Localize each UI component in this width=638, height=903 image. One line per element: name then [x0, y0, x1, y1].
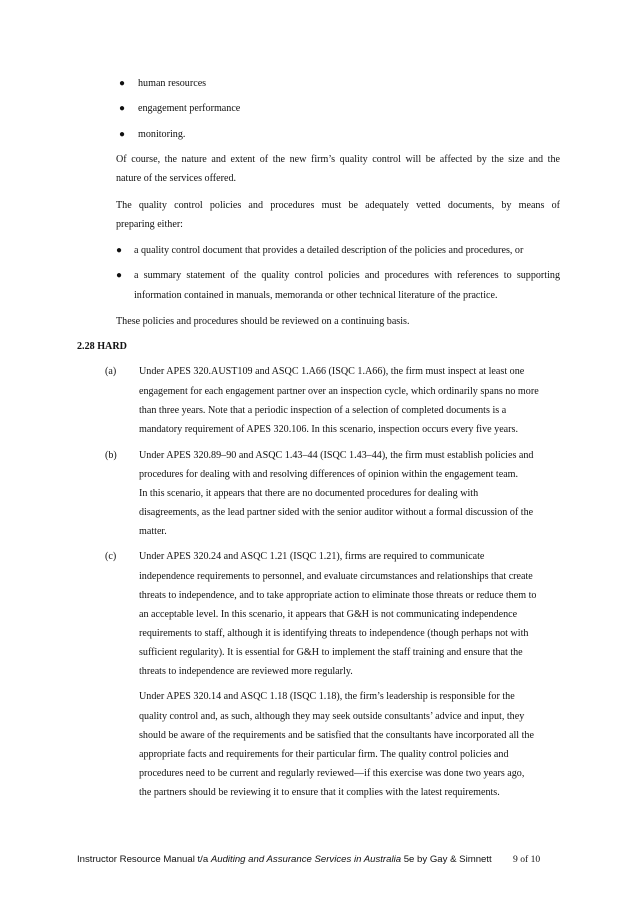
item-line: Under APES 320.89–90 and ASQC 1.43–44 (ISQC 1.43–44), the firm must establish policies and — [139, 450, 534, 461]
bullet-icon: ● — [119, 129, 126, 140]
section-heading: 2.28 HARD — [77, 341, 127, 352]
paragraph-line: preparing either: — [116, 219, 183, 230]
item-line: should be aware of the requirements and be satisfied that the consultants have incorporated all the — [139, 730, 534, 741]
paragraph-line: The quality control policies and procedures must be adequately vetted documents, by means of — [116, 200, 560, 211]
item-line: sufficient regularity). It is essential for G&H to implement the staff training and ensure that the — [139, 647, 523, 658]
page-footer — [77, 854, 492, 866]
list-item: engagement performance — [138, 103, 241, 114]
item-label: (c) — [105, 551, 117, 562]
footer-book-title: Auditing and Assurance Services in Australia — [210, 854, 402, 865]
paragraph-line: Of course, the nature and extent of the new firm’s quality control will be affected by the size and the — [116, 154, 560, 165]
item-line: procedures for dealing with and resolving differences of opinion within the engagement team. — [139, 469, 519, 480]
item-line: an acceptable level. In this scenario, it appears that G&H is not communicating independence — [139, 609, 518, 620]
item-label: (b) — [105, 450, 117, 461]
item-line: requirements to staff, although it is identifying threats to independence (though perhaps not with — [139, 628, 529, 639]
item-line: quality control and, as such, although they may seek outside consultants’ advice and input, they — [139, 711, 525, 722]
item-line: matter. — [139, 526, 167, 537]
item-line: Under APES 320.AUST109 and ASQC 1.A66 (ISQC 1.A66), the firm must inspect at least one — [139, 366, 525, 377]
item-line: mandatory requirement of APES 320.106. In this scenario, inspection occurs every five years. — [139, 424, 518, 435]
paragraph-line: nature of the services offered. — [116, 173, 237, 184]
list-item: human resources — [138, 78, 207, 89]
item-line: than three years. Note that a periodic inspection of a selection of completed documents is a — [139, 405, 507, 416]
item-line: Under APES 320.24 and ASQC 1.21 (ISQC 1.21), firms are required to communicate — [139, 551, 485, 562]
list-item: monitoring. — [138, 129, 186, 140]
bullet-icon: ● — [116, 245, 123, 256]
item-line: independence requirements to personnel, and evaluate circumstances and relationships that create — [139, 571, 533, 582]
item-line: procedures need to be current and regularly reviewed—if this exercise was done two years ago, — [139, 768, 525, 779]
bullet-icon: ● — [116, 270, 123, 281]
page-number — [513, 854, 540, 866]
bullet-icon: ● — [119, 78, 126, 89]
item-line: appropriate facts and requirements for their particular firm. The quality control policies and — [139, 749, 509, 760]
item-line: threats to independence are reviewed more regularly. — [139, 666, 353, 677]
item-line: disagreements, as the lead partner sided with the senior auditor without a formal discussion of the — [139, 507, 534, 518]
item-line: Under APES 320.14 and ASQC 1.18 (ISQC 1.18), the firm’s leadership is responsible for the — [139, 691, 515, 702]
item-line: engagement for each engagement partner over an inspection cycle, which ordinarily spans no more — [139, 386, 539, 397]
footer-prefix: Instructor Resource Manual t/a — [77, 854, 211, 865]
item-label: (a) — [105, 366, 117, 377]
list-item-continuation: information contained in manuals, memoranda or other technical literature of the practice. — [134, 290, 498, 301]
list-item: a summary statement of the quality control policies and procedures with references to supporting — [134, 270, 560, 281]
list-item: a quality control document that provides a detailed description of the policies and procedures, or — [134, 245, 524, 256]
bullet-icon: ● — [119, 103, 126, 114]
paragraph-line: These policies and procedures should be reviewed on a continuing basis. — [116, 316, 410, 327]
page-number-text: 9 of 10 — [513, 854, 541, 865]
item-line: In this scenario, it appears that there are no documented procedures for dealing with — [139, 488, 479, 499]
item-line: threats to independence, and to take appropriate action to eliminate those threats or reduce them to — [139, 590, 537, 601]
item-line: the partners should be reviewing it to ensure that it complies with the latest requirements. — [139, 787, 500, 798]
footer-suffix: 5e by Gay & Simnett — [401, 854, 492, 865]
